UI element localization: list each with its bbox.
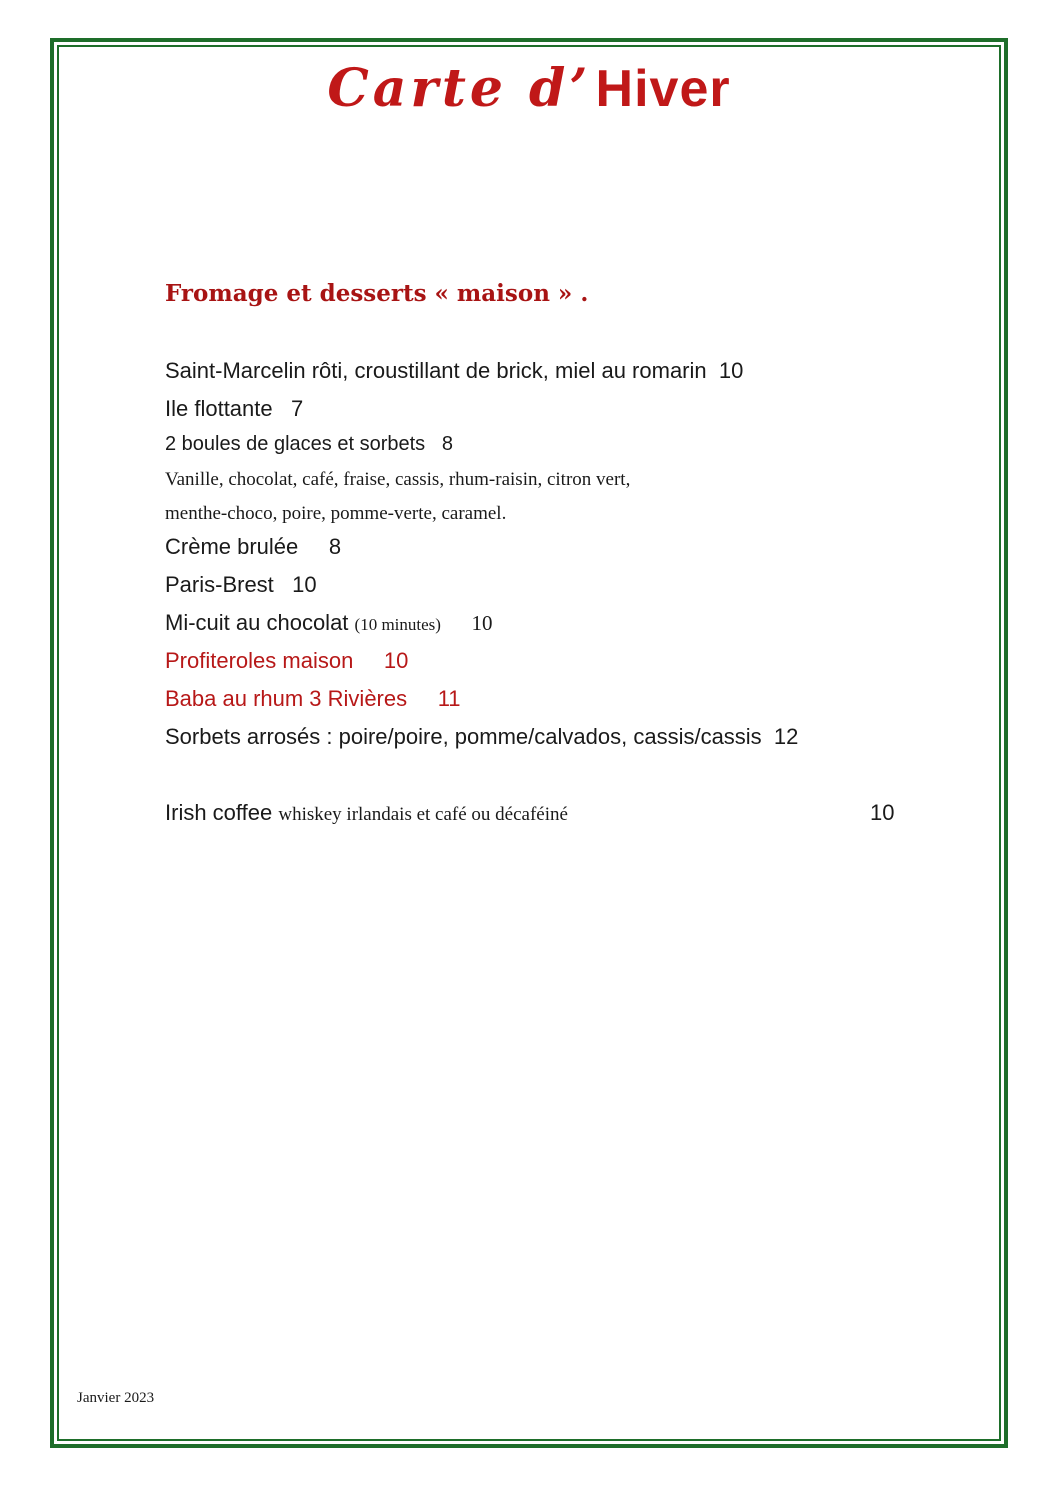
menu-item bbox=[165, 396, 303, 422]
footer-date: Janvier 2023 bbox=[77, 1390, 155, 1406]
item-price: 8 bbox=[328, 534, 342, 559]
menu-item bbox=[165, 534, 341, 560]
item-price: 10 bbox=[718, 358, 744, 383]
menu-title bbox=[0, 58, 1058, 119]
menu-item bbox=[165, 572, 317, 598]
item-name: Crème brulée bbox=[165, 534, 299, 559]
item-name: Ile flottante bbox=[165, 396, 273, 421]
item-name: Mi-cuit au chocolat bbox=[165, 610, 349, 635]
item-name: Irish coffee bbox=[165, 800, 273, 825]
item-name: Baba au rhum 3 Rivières bbox=[165, 686, 408, 711]
menu-item-highlight bbox=[165, 648, 408, 674]
menu-item bbox=[165, 800, 568, 826]
title-part-2: Hiver bbox=[595, 60, 731, 118]
item-price: 10 bbox=[292, 572, 317, 597]
menu-item bbox=[165, 724, 798, 750]
flavours-line bbox=[165, 503, 506, 525]
menu-item bbox=[165, 358, 743, 384]
menu-item bbox=[165, 433, 453, 456]
title-part-1: Carte d’ bbox=[327, 58, 592, 119]
item-price: 7 bbox=[290, 396, 304, 421]
item-price: 10 bbox=[383, 648, 409, 673]
item-price: 12 bbox=[773, 724, 799, 749]
item-price: 8 bbox=[441, 433, 453, 455]
item-name: Saint-Marcelin rôti, croustillant de brick, miel au romarin bbox=[165, 358, 707, 383]
flavours-text: menthe-choco, poire, pomme-verte, caramel. bbox=[165, 503, 507, 524]
flavours-line bbox=[165, 469, 630, 491]
item-name: Paris-Brest bbox=[165, 572, 274, 597]
item-price: 10 bbox=[471, 611, 493, 635]
item-price: 11 bbox=[437, 686, 461, 711]
flavours-text: Vanille, chocolat, café, fraise, cassis, rhum-raisin, citron vert, bbox=[165, 469, 631, 490]
item-name: Sorbets arrosés : poire/poire, pomme/calvados, cassis/cassis bbox=[165, 724, 762, 749]
menu-item bbox=[165, 610, 493, 636]
item-name: Profiteroles maison bbox=[165, 648, 354, 673]
item-name: 2 boules de glaces et sorbets bbox=[165, 433, 426, 455]
menu-item-highlight bbox=[165, 686, 461, 712]
item-price: 10 bbox=[870, 800, 895, 825]
item-note: whiskey irlandais et café ou décaféiné bbox=[278, 804, 568, 825]
item-note: (10 minutes) bbox=[354, 615, 441, 634]
section-heading: Fromage et desserts « maison » . bbox=[165, 280, 589, 307]
